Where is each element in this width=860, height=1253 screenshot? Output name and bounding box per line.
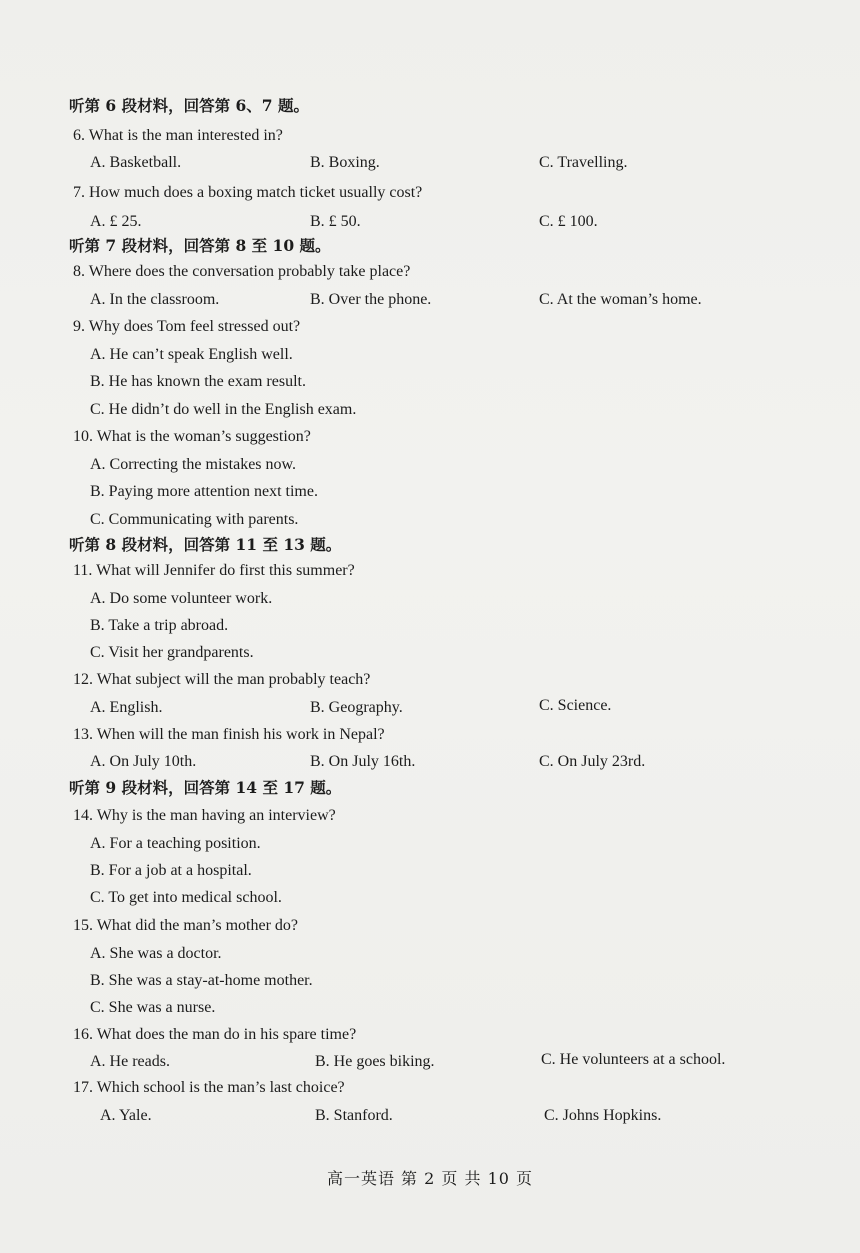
option-7a: A. £ 25.: [90, 213, 142, 230]
section-header: 听第 7 段材料，回答第 8 至 10 题。: [69, 236, 331, 255]
question-7: 7. How much does a boxing match ticket usually cost?: [73, 184, 423, 201]
option-8b: B. Over the phone.: [310, 291, 432, 308]
option-13c: C. On July 23rd.: [539, 753, 646, 770]
option-15a: A. She was a doctor.: [90, 945, 222, 962]
option-10a: A. Correcting the mistakes now.: [90, 456, 297, 473]
option-17a: A. Yale.: [100, 1107, 152, 1124]
option-16c: C. He volunteers at a school.: [541, 1051, 726, 1068]
option-6b: B. Boxing.: [310, 154, 380, 171]
page-footer: 高一英语 第 2 页 共 10 页: [326, 1169, 534, 1188]
option-6c: C. Travelling.: [539, 154, 628, 171]
option-15b: B. She was a stay-at-home mother.: [90, 972, 313, 989]
option-8c: C. At the woman’s home.: [539, 291, 702, 308]
section-header: 听第 8 段材料，回答第 11 至 13 题。: [69, 535, 342, 554]
option-15c: C. She was a nurse.: [90, 999, 216, 1016]
option-17b: B. Stanford.: [315, 1107, 393, 1124]
question-8: 8. Where does the conversation probably take place?: [73, 263, 411, 280]
option-17c: C. Johns Hopkins.: [544, 1107, 662, 1124]
question-16: 16. What does the man do in his spare time?: [73, 1026, 357, 1043]
option-7b: B. £ 50.: [310, 213, 361, 230]
question-9: 9. Why does Tom feel stressed out?: [73, 318, 301, 335]
option-13a: A. On July 10th.: [90, 753, 197, 770]
question-15: 15. What did the man’s mother do?: [73, 917, 298, 934]
option-14c: C. To get into medical school.: [90, 889, 282, 906]
question-14: 14. Why is the man having an interview?: [73, 807, 336, 824]
option-14a: A. For a teaching position.: [90, 835, 261, 852]
option-12b: B. Geography.: [310, 699, 403, 716]
section-header: 听第 6 段材料，回答第 6、7 题。: [69, 96, 309, 115]
option-16b: B. He goes biking.: [315, 1053, 435, 1070]
option-9c: C. He didn’t do well in the English exam.: [90, 401, 357, 418]
question-6: 6. What is the man interested in?: [73, 127, 283, 144]
option-6a: A. Basketball.: [90, 154, 182, 171]
option-11a: A. Do some volunteer work.: [90, 590, 273, 607]
option-12c: C. Science.: [539, 697, 612, 714]
option-12a: A. English.: [90, 699, 163, 716]
option-11b: B. Take a trip abroad.: [90, 617, 229, 634]
question-17: 17. Which school is the man’s last choice?: [73, 1079, 345, 1096]
option-9a: A. He can’t speak English well.: [90, 346, 293, 363]
option-10b: B. Paying more attention next time.: [90, 483, 318, 500]
option-7c: C. £ 100.: [539, 213, 598, 230]
option-16a: A. He reads.: [90, 1053, 170, 1070]
option-8a: A. In the classroom.: [90, 291, 220, 308]
section-header: 听第 9 段材料，回答第 14 至 17 题。: [69, 778, 342, 797]
question-13: 13. When will the man finish his work in Nepal?: [73, 726, 385, 743]
question-11: 11. What will Jennifer do first this summer?: [73, 562, 355, 579]
question-12: 12. What subject will the man probably teach?: [73, 671, 371, 688]
option-14b: B. For a job at a hospital.: [90, 862, 252, 879]
option-10c: C. Communicating with parents.: [90, 511, 299, 528]
option-9b: B. He has known the exam result.: [90, 373, 306, 390]
question-10: 10. What is the woman’s suggestion?: [73, 428, 311, 445]
option-11c: C. Visit her grandparents.: [90, 644, 254, 661]
option-13b: B. On July 16th.: [310, 753, 416, 770]
